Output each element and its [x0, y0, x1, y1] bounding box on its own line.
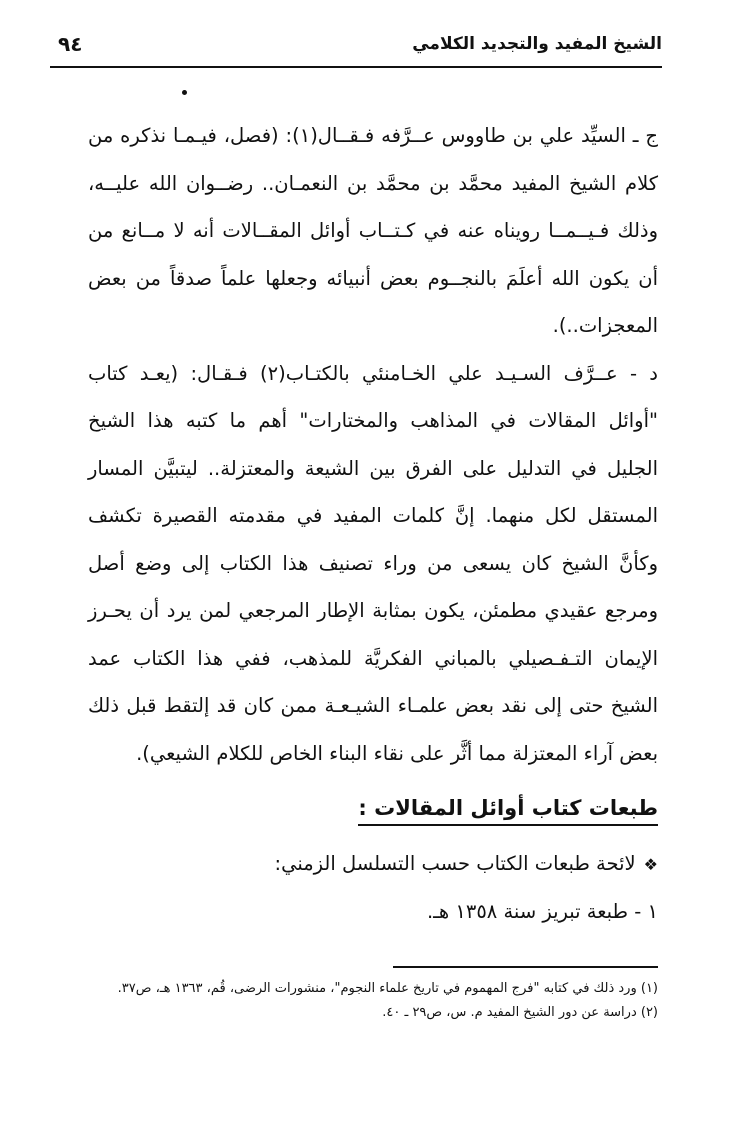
list-item: ١ - طبعة تبريز سنة ١٣٥٨ هـ.: [426, 900, 658, 923]
footnote-1: (١) ورد ذلك في كتابه "فرج المهموم في تاريخ علماء النجوم"، منشورات الرضى، قُم، ١٣٦٣ هـ، ص٣٧.: [117, 981, 658, 996]
footnote-2: (٢) دراسة عن دور الشيخ المفيد م. س، ص٢٩ ـ ٤٠.: [382, 1005, 658, 1020]
diamond-bullet-icon: ❖: [643, 855, 658, 874]
list-intro: [150, 852, 658, 875]
header-title: الشيخ المفيد والتجديد الكلامي: [412, 34, 662, 54]
body-text: [88, 112, 658, 777]
footnote-rule: [393, 966, 658, 968]
page-number: ٩٤: [58, 32, 83, 56]
paragraph-khamenei: د - عــرَّف السـيـد علي الخـامنئي بالكتـاب(٢) فـقـال: (يعـد كتاب "أوائل المقالات في المذاهب والمختارات" أهم ما كتبه هذا الشيخ الجليل في التدليل على الفرق بين الشيعة والمعتزلة.. ليتبيَّن المسار المستقل لكل منهما. إنَّ كلمات المفيد في مقدمته القصيرة تكشف وكأنَّ الشيخ كان يسعى من وراء تصنيف هذا الكتاب إلى وضع أصل ومرجع عقيدي مطمئن، يكون بمثابة الإطار المرجعي لمن يرد أن يحـرز الإيمان التـفـصيلي بالمباني الفكريَّة للمذهب، ففي هذا الكتاب عمد الشيخ حتى إلى نقد بعض علمـاء الشيـعـة ممن كان قد إلتقط قبل ذلك بعض آراء المعتزلة مما أثَّر على نقاء البناء الخاص للكلام الشيعي).: [88, 361, 658, 765]
footnotes: [80, 977, 658, 1025]
stray-dot: [182, 90, 187, 95]
running-header: [50, 30, 662, 70]
header-rule: [50, 66, 662, 68]
section-heading: طبعات كتاب أوائل المقالات :: [300, 796, 658, 820]
list-intro-text: لائحة طبعات الكتاب حسب التسلسل الزمني:: [274, 852, 636, 875]
paragraph-ibn-tawus: ج ـ السيِّد علي بن طاووس عــرَّفه فـقــال(١): (فصل، فيـمـا نذكره من كلام الشيخ المفيد محمَّد بن محمَّد بن النعمـان.. رضــوان الله عليــه، وذلك فـيــمــا رويناه عنه في كـتــاب أوائل المقــالات أنه لا مــانع من أن يكون الله أعلَمَ بالنجــوم بعض أنبيائه وجعلها علماً صدقاً من بعض المعجزات..).: [88, 124, 658, 337]
